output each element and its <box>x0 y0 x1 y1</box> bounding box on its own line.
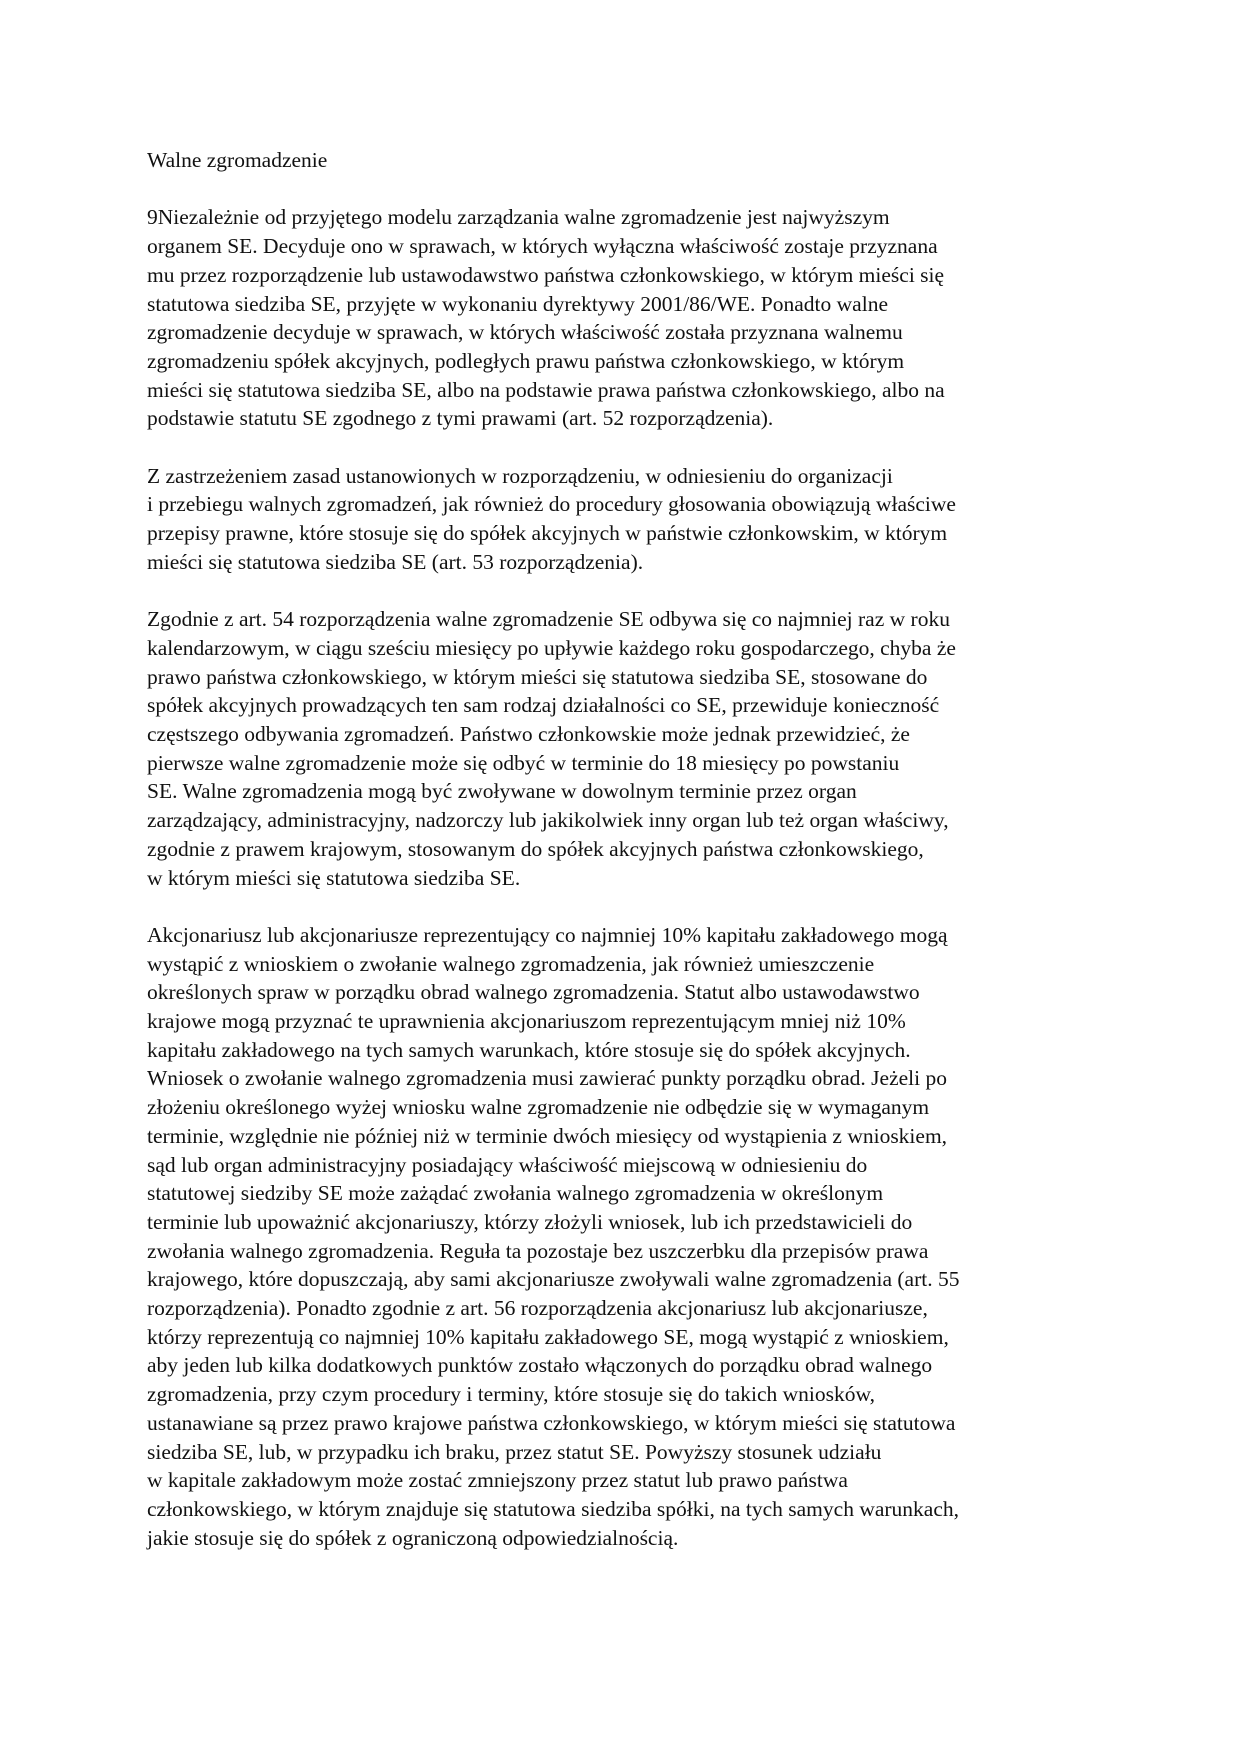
text-line: mieści się statutowa siedziba SE, albo na podstawie prawa państwa członkowskiego, albo na <box>147 377 945 402</box>
text-line: zgromadzeniu spółek akcyjnych, podległych prawu państwa członkowskiego, w którym <box>147 348 905 373</box>
text-line: i przebiegu walnych zgromadzeń, jak również do procedury głosowania obowiązują właściwe <box>147 492 956 517</box>
document-title: Walne zgromadzenie <box>147 148 328 172</box>
text-line: terminie, względnie nie później niż w terminie dwóch miesięcy od wystąpienia z wnioskiem, <box>147 1123 948 1148</box>
paragraph <box>147 605 1097 892</box>
paragraph <box>147 921 1097 1552</box>
text-line: sąd lub organ administracyjny posiadający właściwość miejscową w odniesieniu do <box>147 1152 868 1177</box>
text-line: statutowa siedziba SE, przyjęte w wykonaniu dyrektywy 2001/86/WE. Ponadto walne <box>147 291 888 316</box>
text-line: krajowego, które dopuszczają, aby sami akcjonariusze zwoływali walne zgromadzenia (art. 55 <box>147 1267 960 1292</box>
text-line: przepisy prawne, które stosuje się do spółek akcyjnych w państwie członkowskim, w którym <box>147 521 948 546</box>
text-line: złożeniu określonego wyżej wniosku walne zgromadzenie nie odbędzie się w wymaganym <box>147 1095 930 1120</box>
text-line: Wniosek o zwołanie walnego zgromadzenia musi zawierać punkty porządku obrad. Jeżeli po <box>147 1066 947 1091</box>
text-line: rozporządzenia). Ponadto zgodnie z art. 56 rozporządzenia akcjonariusz lub akcjonariusze, <box>147 1296 928 1321</box>
text-line: 9Niezależnie od przyjętego modelu zarządzania walne zgromadzenie jest najwyższym <box>147 205 890 230</box>
text-line: którzy reprezentują co najmniej 10% kapitału zakładowego SE, mogą wystąpić z wnioskiem, <box>147 1324 949 1349</box>
text-line: zwołania walnego zgromadzenia. Reguła ta pozostaje bez uszczerbku dla przepisów prawa <box>147 1238 929 1263</box>
text-line: mieści się statutowa siedziba SE (art. 53 rozporządzenia). <box>147 549 644 574</box>
text-line: zgromadzenia, przy czym procedury i terminy, które stosuje się do takich wniosków, <box>147 1382 875 1407</box>
paragraph <box>147 203 1097 433</box>
text-line: kapitału zakładowego na tych samych warunkach, które stosuje się do spółek akcyjnych. <box>147 1037 911 1062</box>
text-line: krajowe mogą przyznać te uprawnienia akcjonariuszom reprezentującym mniej niż 10% <box>147 1009 906 1034</box>
paragraph-list <box>147 203 1097 1552</box>
text-line: ustanawiane są przez prawo krajowe państwa członkowskiego, w którym mieści się statutowa <box>147 1410 956 1435</box>
text-line: pierwsze walne zgromadzenie może się odbyć w terminie do 18 miesięcy po powstaniu <box>147 750 900 775</box>
text-line: w kapitale zakładowym może zostać zmniejszony przez statut lub prawo państwa <box>147 1468 848 1493</box>
text-line: Zgodnie z art. 54 rozporządzenia walne zgromadzenie SE odbywa się co najmniej raz w roku <box>147 607 950 632</box>
text-line: w którym mieści się statutowa siedziba SE. <box>147 865 521 890</box>
text-line: wystąpić z wnioskiem o zwołanie walnego zgromadzenia, jak również umieszczenie <box>147 951 875 976</box>
text-line: siedziba SE, lub, w przypadku ich braku, przez statut SE. Powyższy stosunek udziału <box>147 1439 882 1464</box>
text-line: jakie stosuje się do spółek z ograniczoną odpowiedzialnością. <box>147 1525 679 1550</box>
text-line: Z zastrzeżeniem zasad ustanowionych w rozporządzeniu, w odniesieniu do organizacji <box>147 463 893 488</box>
text-line: podstawie statutu SE zgodnego z tymi prawami (art. 52 rozporządzenia). <box>147 406 774 431</box>
text-line: SE. Walne zgromadzenia mogą być zwoływane w dowolnym terminie przez organ <box>147 779 857 804</box>
text-line: prawo państwa członkowskiego, w którym mieści się statutowa siedziba SE, stosowane do <box>147 664 928 689</box>
text-line: aby jeden lub kilka dodatkowych punktów zostało włączonych do porządku obrad walnego <box>147 1353 933 1378</box>
text-line: statutowej siedziby SE może zażądać zwołania walnego zgromadzenia w określonym <box>147 1181 884 1206</box>
text-line: kalendarzowym, w ciągu sześciu miesięcy po upływie każdego roku gospodarczego, chyba że <box>147 635 956 660</box>
text-line: spółek akcyjnych prowadzących ten sam rodzaj działalności co SE, przewiduje konieczność <box>147 693 940 718</box>
text-line: częstszego odbywania zgromadzeń. Państwo członkowskie może jednak przewidzieć, że <box>147 722 910 747</box>
text-line: zgromadzenie decyduje w sprawach, w których właściwość została przyznana walnemu <box>147 320 903 345</box>
text-line: mu przez rozporządzenie lub ustawodawstwo państwa członkowskiego, w którym mieści się <box>147 262 945 287</box>
paragraph <box>147 462 1097 577</box>
text-line: Akcjonariusz lub akcjonariusze reprezentujący co najmniej 10% kapitału zakładowego mogą <box>147 922 948 947</box>
text-line: członkowskiego, w którym znajduje się statutowa siedziba spółki, na tych samych warunkach, <box>147 1496 960 1521</box>
text-line: zarządzający, administracyjny, nadzorczy lub jakikolwiek inny organ lub też organ właściwy, <box>147 808 949 833</box>
document-body <box>147 146 1097 1581</box>
text-line: organem SE. Decyduje ono w sprawach, w których wyłączna właściwość zostaje przyznana <box>147 234 938 259</box>
text-line: określonych spraw w porządku obrad walnego zgromadzenia. Statut albo ustawodawstwo <box>147 980 920 1005</box>
text-line: zgodnie z prawem krajowym, stosowanym do spółek akcyjnych państwa członkowskiego, <box>147 836 924 861</box>
text-line: terminie lub upoważnić akcjonariuszy, którzy złożyli wniosek, lub ich przedstawicieli do <box>147 1209 913 1234</box>
